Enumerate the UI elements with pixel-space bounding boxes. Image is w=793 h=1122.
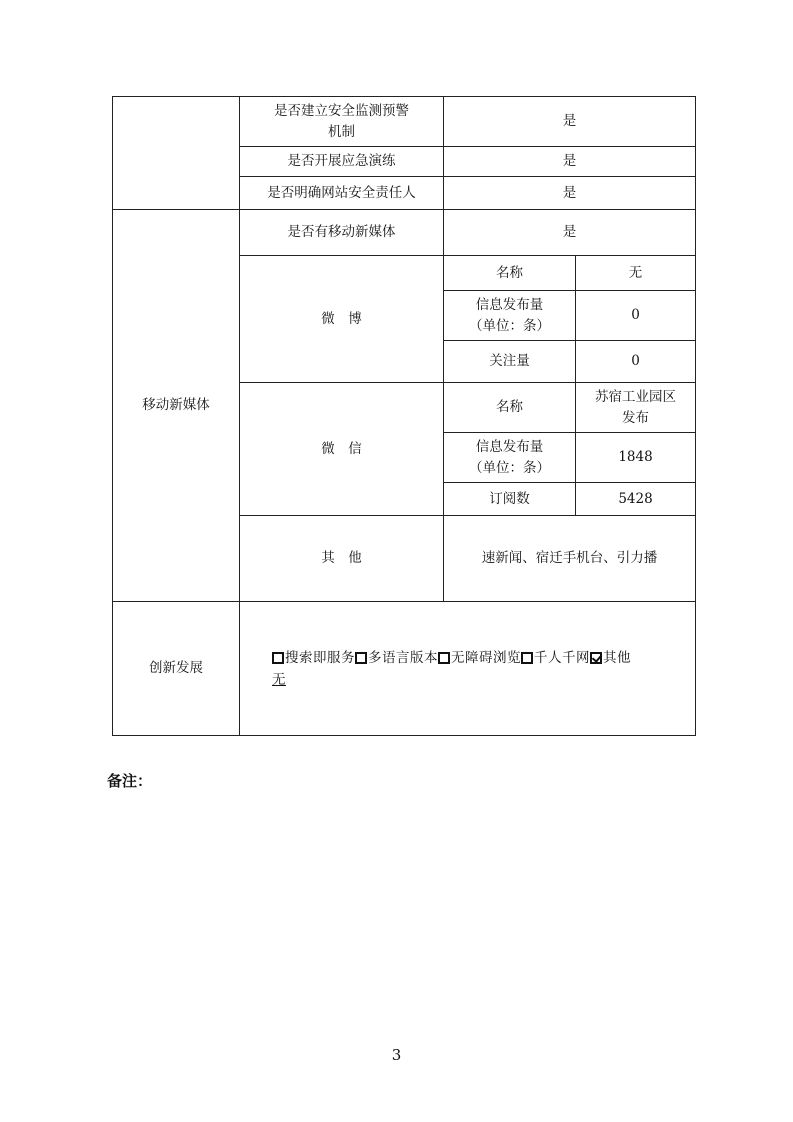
weibo-name-label: 名称: [444, 256, 576, 291]
checkbox-icon[interactable]: [521, 652, 533, 664]
weibo-followers-label: 关注量: [444, 341, 576, 383]
report-table: [112, 96, 696, 736]
weibo-posts-value: 0: [576, 291, 696, 341]
section-label-cell: [113, 97, 240, 210]
checkbox-icon[interactable]: [272, 652, 284, 664]
wechat-name-label: 名称: [444, 383, 576, 433]
table-row: [113, 97, 696, 147]
option-search-as-service[interactable]: 搜索即服务: [272, 650, 355, 666]
checkbox-checked-icon[interactable]: [590, 652, 602, 664]
weibo-name-value: 无: [576, 256, 696, 291]
table-row: [113, 602, 696, 736]
wechat-label: 微 信: [240, 383, 444, 516]
weibo-posts-label: 信息发布量 （单位：条）: [444, 291, 576, 341]
wechat-subscribers-label: 订阅数: [444, 483, 576, 516]
weibo-followers-value: 0: [576, 341, 696, 383]
innovation-label: 创新发展: [113, 602, 240, 736]
option-other[interactable]: 其他: [590, 650, 631, 666]
option-multilingual[interactable]: 多语言版本: [355, 650, 438, 666]
responsible-label: 是否明确网站安全责任人: [240, 177, 444, 210]
checkbox-icon[interactable]: [355, 652, 367, 664]
monitoring-value: 是: [444, 97, 696, 147]
page-number: 3: [391, 1046, 402, 1064]
innovation-options: [272, 647, 691, 669]
innovation-other-row: [272, 669, 691, 691]
has-media-value: 是: [444, 210, 696, 256]
remarks-label: 备注：: [107, 772, 153, 790]
responsible-value: 是: [444, 177, 696, 210]
wechat-name-value: 苏宿工业园区 发布: [576, 383, 696, 433]
other-media-value: 速新闻、宿迁手机台、引力播: [444, 516, 696, 602]
checkbox-icon[interactable]: [438, 652, 450, 664]
option-personalized[interactable]: 千人千网: [521, 650, 590, 666]
monitoring-label: 是否建立安全监测预警 机制: [240, 97, 444, 147]
other-media-label: 其 他: [240, 516, 444, 602]
wechat-subscribers-value: 5428: [576, 483, 696, 516]
has-media-label: 是否有移动新媒体: [240, 210, 444, 256]
wechat-posts-label: 信息发布量 （单位：条）: [444, 433, 576, 483]
weibo-label: 微 博: [240, 256, 444, 383]
drill-label: 是否开展应急演练: [240, 147, 444, 177]
table-row: [113, 210, 696, 256]
innovation-options-cell: [240, 602, 696, 736]
new-media-section-label: 移动新媒体: [113, 210, 240, 602]
option-accessibility[interactable]: 无障碍浏览: [438, 650, 521, 666]
innovation-other-text: 无: [272, 671, 286, 688]
drill-value: 是: [444, 147, 696, 177]
wechat-posts-value: 1848: [576, 433, 696, 483]
